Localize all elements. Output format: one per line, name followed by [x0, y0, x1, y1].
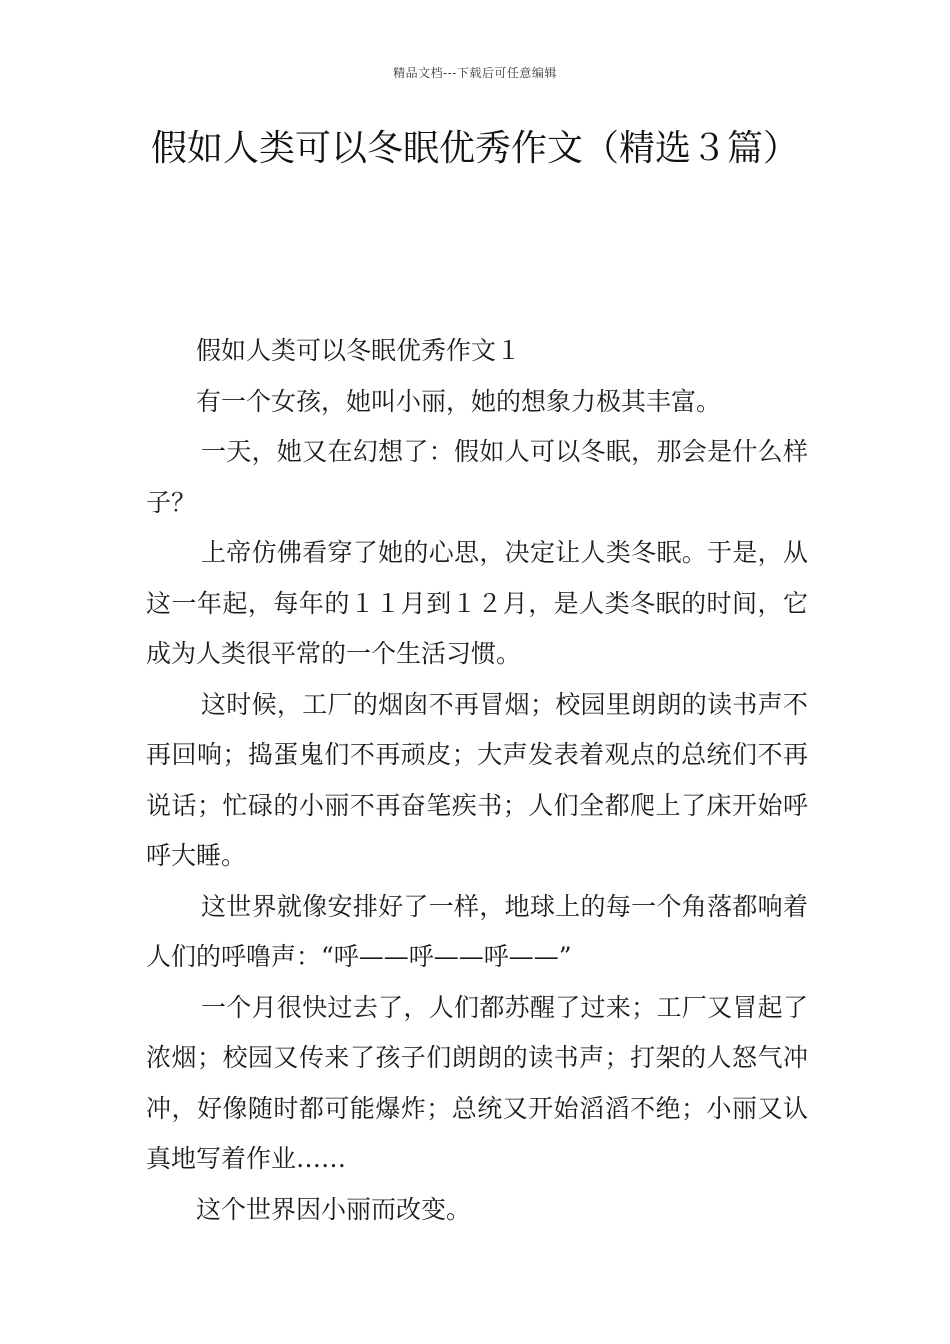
document-title: 假如人类可以冬眠优秀作文（精选３篇）	[150, 128, 799, 169]
paragraph: 上帝仿佛看穿了她的心思，决定让人类冬眠。于是，从这一年起，每年的１１月到１２月，是人类冬眠的时间，它成为人类很平常的一个生活习惯。	[146, 538, 808, 668]
paragraph: 这时候，工厂的烟囱不再冒烟；校园里朗朗的读书声不再回响；捣蛋鬼们不再顽皮；大声发表着观点的总统们不再说话；忙碌的小丽不再奋笔疾书；人们全都爬上了床开始呼呼大睡。	[146, 689, 808, 870]
paragraph: 一个月很快过去了，人们都苏醒了过来；工厂又冒起了浓烟；校园又传来了孩子们朗朗的读书声；打架的人怒气冲冲，好像随时都可能爆炸；总统又开始滔滔不绝；小丽又认真地写着作业……	[146, 992, 808, 1173]
paragraph: 一天，她又在幻想了：假如人可以冬眠，那会是什么样子？	[146, 437, 808, 517]
section-heading: 假如人类可以冬眠优秀作文１	[196, 336, 522, 365]
paragraph: 这世界就像安排好了一样，地球上的每一个角落都响着人们的呼噜声：“呼——呼——呼——”	[146, 891, 808, 971]
header-note: 精品文档---下载后可任意编辑	[393, 66, 557, 80]
document-body	[146, 326, 808, 1235]
paragraph: 这个世界因小丽而改变。	[196, 1194, 472, 1224]
paragraph: 有一个女孩，她叫小丽，她的想象力极其丰富。	[196, 386, 722, 416]
